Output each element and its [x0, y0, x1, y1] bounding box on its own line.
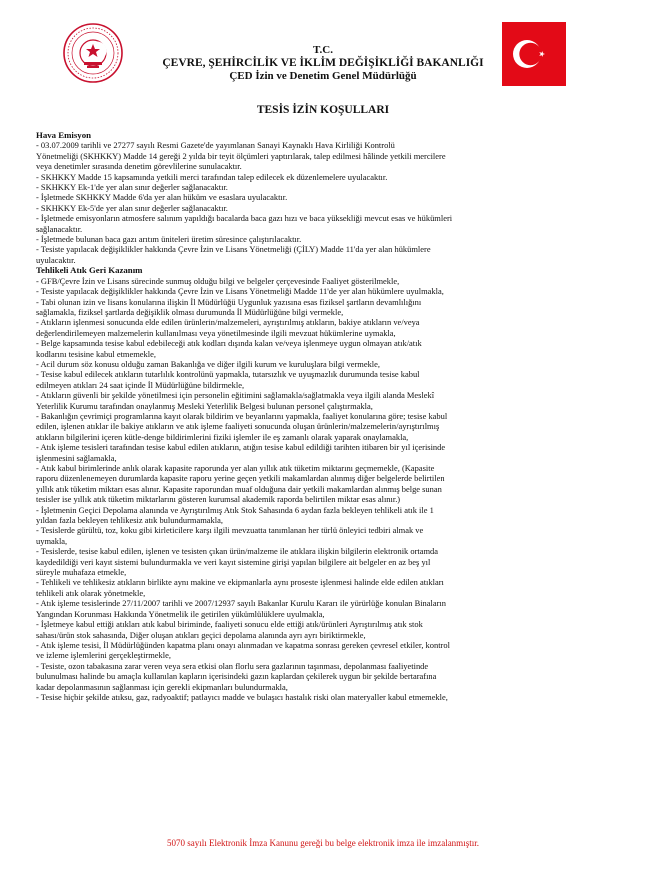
text-line: işlenmesini sağlamakla, [36, 452, 117, 463]
text-line: - Tesiste, ozon tabakasına zarar veren veya sera etkisi olan florlu sera gazlarının taşınması, depolanması faaliyetinde [36, 660, 429, 671]
text-line: tesisler ise yıllık atık tüketim miktarlarını gösteren kurumsal akademik raporda belirtilen miktar esas alınır.) [36, 494, 401, 505]
text-line: değerlendirilemeyen malzemelerin kullanılması veya yönetilmesinde ilgili mevzuat hükümlerine uymakla, [36, 327, 396, 338]
text-line: ve izleme işlemlerini gerçekleştirmekle, [36, 650, 171, 661]
text-line: - Atık kabul birimlerinde anlık olarak kapasite raporunda yer alan yıllık atık tüketim miktarını geçmemekle, (Kapasite [36, 463, 435, 473]
text-line: - Atıkların güvenli bir şekilde yönetilmesi için personelin eğitimini sağlamakla/sağlatmakla veya ilgili alanda Meslekî [36, 390, 435, 401]
header-tc: T.C. [313, 44, 333, 56]
section-title: Hava Emisyon [36, 130, 91, 140]
text-line: - SKHKKY Ek-1'de yer alan sınır değerler sağlanacaktır. [36, 182, 228, 193]
text-line: - İşletmenin Geçici Depolama alanında ve Ayrıştırılmış Atık Stok Sahasında 6 aydan fazla bekleyen tehlikeli atık ile 1 [36, 504, 434, 515]
text-line: veya denetimler sırasında denetim görevlilerine sunulacaktır. [36, 161, 242, 172]
section-lines [36, 140, 606, 265]
text-line: - Tesiste yapılacak değişiklikler hakkında Çevre İzin ve Lisans Yönetmeliği (ÇİLY) Madde 11'da yer alan hükümlere [36, 244, 431, 255]
text-line: - İşletmede bulunan baca gazı arıtım üniteleri üretim süresince çalıştırılacaktır. [36, 234, 302, 245]
text-line: Yangından Korunması Hakkında Yönetmelik ile getirilen yükümlülüklere uyulmakla, [36, 608, 325, 619]
text-line: kodlarını tesisine kabul etmemekle, [36, 348, 156, 359]
text-line: - 03.07.2009 tarihli ve 27277 sayılı Resmi Gazete'de yayımlanan Sanayi Kaynaklı Hava Kirliliği Kontrolü [36, 140, 395, 151]
ministry-emblem-icon [62, 22, 124, 84]
header-department: ÇED İzin ve Denetim Genel Müdürlüğü [229, 70, 417, 82]
document-title: TESİS İZİN KOŞULLARI [256, 104, 390, 116]
text-line: - Atık işleme tesisleri tarafından tesise kabul edilen atıkların, atığın tesise kabul edildiği tarihten itibaren bir yıl içerisinde [36, 442, 446, 453]
text-line: yıllık atık tüketim miktarı esas alınır. Kapasite raporundan muaf olduğuna dair yetkili makamlardan alınmış belge sunan [36, 483, 442, 494]
text-line: - Belge kapsamında tesise kabul edebileceği atık kodları dışında kalan ve/veya işlenmeye uygun olmayan atık/atık [36, 338, 422, 349]
text-line: - İşletmede SKHKKY Madde 6'da yer alan hüküm ve esaslara uyulacaktır. [36, 192, 288, 203]
text-line: - Tabi olunan izin ve lisans konularına ilişkin İl Müdürlüğü Uygunluk yazısına esas fiziksel şartların devamlılığını [36, 296, 422, 307]
text-line: edilen, işlenen atıklar ile bakiye atıkların ve atık işleme faaliyeti sonucunda oluşan ürünlerin/malzemelerin/ayrıştırılmış [36, 421, 440, 432]
text-line: Yeterlilik Kurumu tarafından onaylanmış Mesleki Yeterlilik Belgesi bulunan personel çalıştırmakla, [36, 400, 373, 411]
text-line: - Atık işleme tesislerinde 27/11/2007 tarihli ve 2007/12937 sayılı Bakanlar Kurulu Kararı ile yürürlüğe konulan Binaların [36, 598, 446, 609]
text-line: - Atık işleme tesisi, İl Müdürlüğünden kapatma planı onayı alınmadan ve kapatma sonrası gereken çevresel etkiler, kontrol [36, 639, 450, 650]
text-line: yıldan fazla bekleyen tehlikesiz atık bulundurmamakla, [36, 515, 223, 526]
section-tehlikeli-atik [36, 265, 606, 702]
text-line: - SKHKKY Ek-5'de yer alan sınır değerler sağlanacaktır. [36, 202, 228, 213]
text-line: sahası/ürün stok sahasında, Diğer oluşan atıkları geçici depolama alanında ayrı ayrı biriktirmekle, [36, 629, 366, 640]
document-body [36, 130, 606, 702]
text-line: uyulacaktır. [36, 254, 76, 265]
text-line: - Tesise hiçbir şekilde atıksu, gaz, radyoaktif; patlayıcı madde ve bulaşıcı hastalık riski olan materyaller kabul etmemekle, [36, 691, 448, 702]
text-line: uymakla, [36, 535, 68, 546]
text-line: atıkların bilgilerini içeren kütle-denge bildirimlerini fiziki işlemler ile eş zamanlı olarak yaparak onaylamakla, [36, 431, 409, 442]
section-hava-emisyon [36, 130, 606, 265]
text-line: - Tesise kabul edilecek atıkların tutarlılık kontrolünü yapmakla, tutarsızlık ve uyuşmazlık durumunda tesise kabul [36, 369, 420, 380]
text-line: - İşletmede emisyonların atmosfere salınım yapıldığı bacalarda baca gazı hızı ve baca yüksekliği mevcut esas ve hükümleri [36, 213, 453, 224]
text-line: - Acil durum söz konusu olduğu zaman Bakanlığa ve diğer ilgili kurum ve kuruluşlara bilgi vermekle, [36, 358, 380, 369]
text-line: - SKHKKY Madde 15 kapsamında yetkili merci tarafından talep edilecek ek düzenlemelere uyulacaktır. [36, 171, 388, 182]
section-lines [36, 276, 606, 703]
text-line: Yönetmeliği (SKHKKY) Madde 14 gereği 2 yılda bir teyit ölçümleri yaptırılarak, talep edilmesi hâlinde yetkili mercilere [36, 150, 446, 161]
text-line: - Tesiste yapılacak değişiklikler hakkında Çevre İzin ve Lisans Yönetmeliği Madde 11'de yer alan hükümlere uyulmakla, [36, 286, 444, 297]
text-line: - Tesislerde, tesise kabul edilen, işlenen ve tesisten çıkan ürün/malzeme ile atıklara ilişkin bilgilerin elektronik ortamda [36, 546, 439, 557]
text-line: - GFB/Çevre İzin ve Lisans sürecinde sunmuş olduğu bilgi ve belgeler çerçevesinde Faaliyet gösterilmekle, [36, 275, 400, 286]
document-header [120, 44, 526, 83]
text-line: - Atıkların işlenmesi sonucunda elde edilen ürünlerin/malzemeleri, ayrıştırılmış atıkların, bakiye atıkların ve/veya [36, 317, 420, 328]
text-line: - Bakanlığın çevrimiçi programlarına kayıt olarak bildirim ve beyanlarını yapmakla, faaliyet konularına göre; tesise kabul [36, 410, 448, 421]
text-line: edilmeyen atıkları 24 saat içinde İl Müdürlüğüne bildirmekle, [36, 379, 245, 390]
text-line: tehlikeli atık olarak yönetmekle, [36, 587, 146, 598]
header-ministry: ÇEVRE, ŞEHİRCİLİK VE İKLİM DEĞİŞİKLİĞİ BAKANLIĞI [162, 57, 484, 69]
text-line: kadar depolanmasının sağlanması için gerekli ekipmanları bulundurmakla, [36, 681, 288, 692]
text-line: sağlamakla, fiziksel şartlarda değişiklik olması durumunda İl Müdürlüğüne bilgi vermekle, [36, 306, 344, 317]
text-line: bulunulması halinde bu amaçla kullanılan kapların içerisindeki gazın kaplardan çekilerek uygun bir şekilde bertarafına [36, 671, 437, 682]
text-line: süreyle muhafaza etmekle, [36, 567, 127, 578]
text-line: kaydedildiği veri kayıt sistemi bulundurmakla ve veri kayıt sistemine girişi yapılan bilgilere ait belgeler en az beş yıl [36, 556, 431, 567]
text-line: - Tehlikeli ve tehlikesiz atıkların birlikte aynı makine ve ekipmanlarla aynı proseste işlenmesi halinde elde edilen atıkları [36, 577, 444, 588]
text-line: sağlanacaktır. [36, 223, 83, 234]
text-line: - Tesislerde gürültü, toz, koku gibi kirleticilere karşı ilgili mevzuatta tanımlanan her türlü önleyici tedbiri almak ve [36, 525, 424, 536]
text-line: raporu düzenlenemeyen durumlarda kapasite raporu yerine geçen yetkili makamlardan alınmış diğer belgelerde belirtilen [36, 473, 445, 484]
section-title: Tehlikeli Atık Geri Kazanım [36, 265, 143, 276]
text-line: - İşletmeye kabul ettiği atıkları atık kabul biriminde, faaliyeti sonucu elde ettiği atık/ürünleri Ayrıştırılmış atık stok [36, 619, 423, 630]
e-signature-notice: 5070 sayılı Elektronik İmza Kanunu gereği bu belge elektronik imza ile imzalanmıştır. [167, 838, 479, 848]
